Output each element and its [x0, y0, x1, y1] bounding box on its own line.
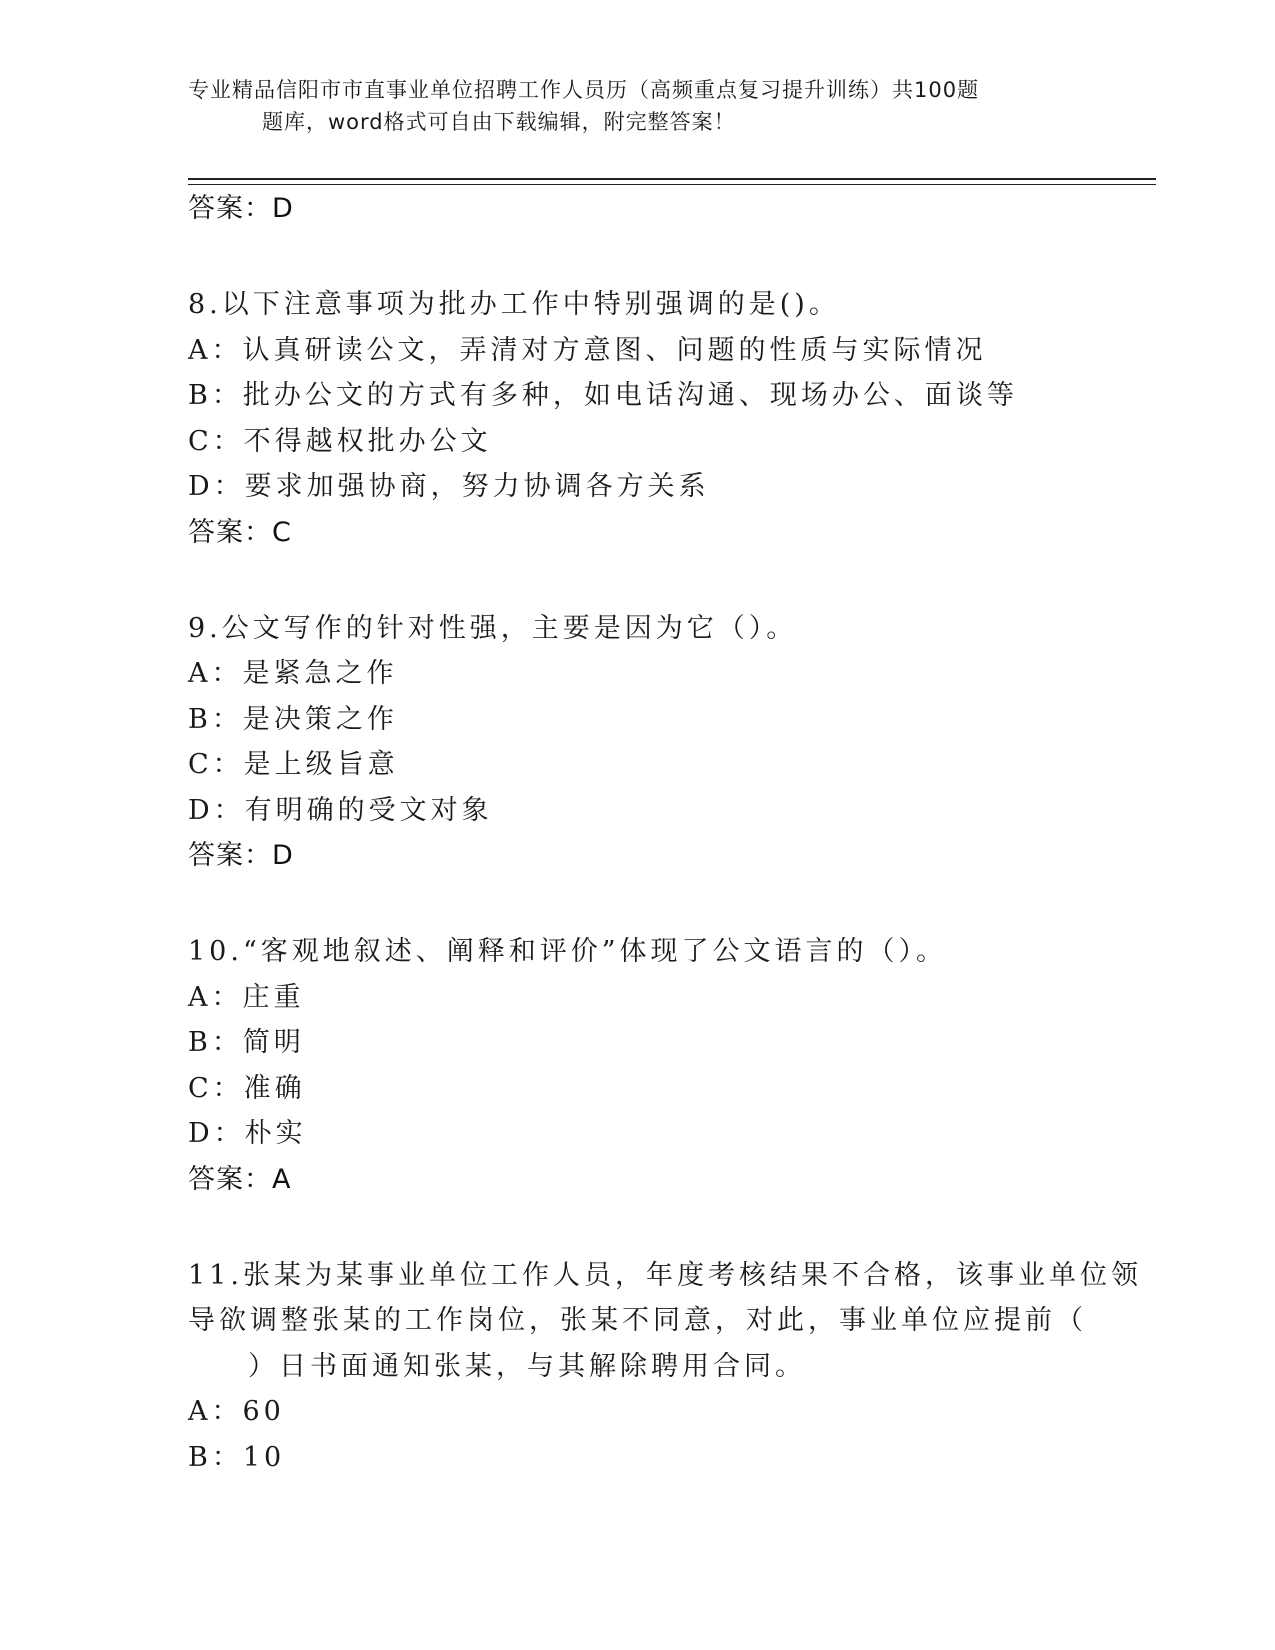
spacer	[188, 556, 1088, 606]
question-text: 8.以下注意事项为批办工作中特别强调的是()。	[188, 289, 840, 320]
option-d: D：朴实	[188, 1118, 307, 1149]
option-c: C：不得越权批办公文	[188, 425, 492, 457]
previous-answer: 答案：D	[188, 193, 294, 224]
option-a: A：认真研读公文，弄清对方意图、问题的性质与实际情况	[188, 334, 987, 366]
option-a: A：是紧急之作	[188, 658, 398, 689]
header-divider-thin	[188, 184, 1156, 185]
header-line-1: 专业精品信阳市市直事业单位招聘工作人员历（高频重点复习提升训练）共100题	[188, 78, 980, 102]
question-text: 10.“客观地叙述、阐释和评价”体现了公文语言的（）。	[188, 936, 948, 967]
question-text	[188, 1253, 1142, 1390]
question-text-line-3: ）日书面通知张某，与其解除聘用合同。	[248, 1350, 806, 1382]
option-d: D：有明确的受文对象	[188, 794, 493, 826]
option-a: A：庄重	[188, 981, 305, 1013]
answer-line: 答案：C	[188, 516, 292, 548]
question-block-8	[188, 282, 1088, 556]
option-a: A：60	[188, 1396, 285, 1427]
option-b: B：是决策之作	[188, 703, 398, 735]
spacer	[188, 1203, 1088, 1253]
document-header	[188, 74, 1088, 138]
question-block-10	[188, 929, 1088, 1203]
option-b: B：10	[188, 1441, 286, 1473]
question-block-9	[188, 606, 1088, 880]
option-c: C：准确	[188, 1072, 306, 1104]
header-divider-thick	[188, 178, 1156, 180]
answer-line: 答案：D	[188, 840, 294, 871]
option-c: C：是上级旨意	[188, 749, 399, 780]
question-list	[188, 186, 1142, 1480]
question-text-line-1: 11.张某为某事业单位工作人员，年度考核结果不合格，该事业单位领	[188, 1259, 1142, 1291]
question-text: 9.公文写作的针对性强，主要是因为它（）。	[188, 612, 798, 644]
option-b: B：简明	[188, 1027, 305, 1058]
answer-line: 答案：A	[188, 1163, 292, 1195]
option-b: B：批办公文的方式有多种，如电话沟通、现场办公、面谈等	[188, 380, 1018, 411]
spacer	[188, 879, 1088, 929]
question-block-11	[188, 1253, 1142, 1481]
option-d: D：要求加强协商，努力协调各方关系	[188, 471, 710, 502]
question-text-line-2: 导欲调整张某的工作岗位，张某不同意，对此，事业单位应提前（	[188, 1305, 1087, 1336]
header-line-2: 题库，word格式可自由下载编辑，附完整答案！	[262, 110, 736, 134]
spacer	[188, 232, 1088, 282]
